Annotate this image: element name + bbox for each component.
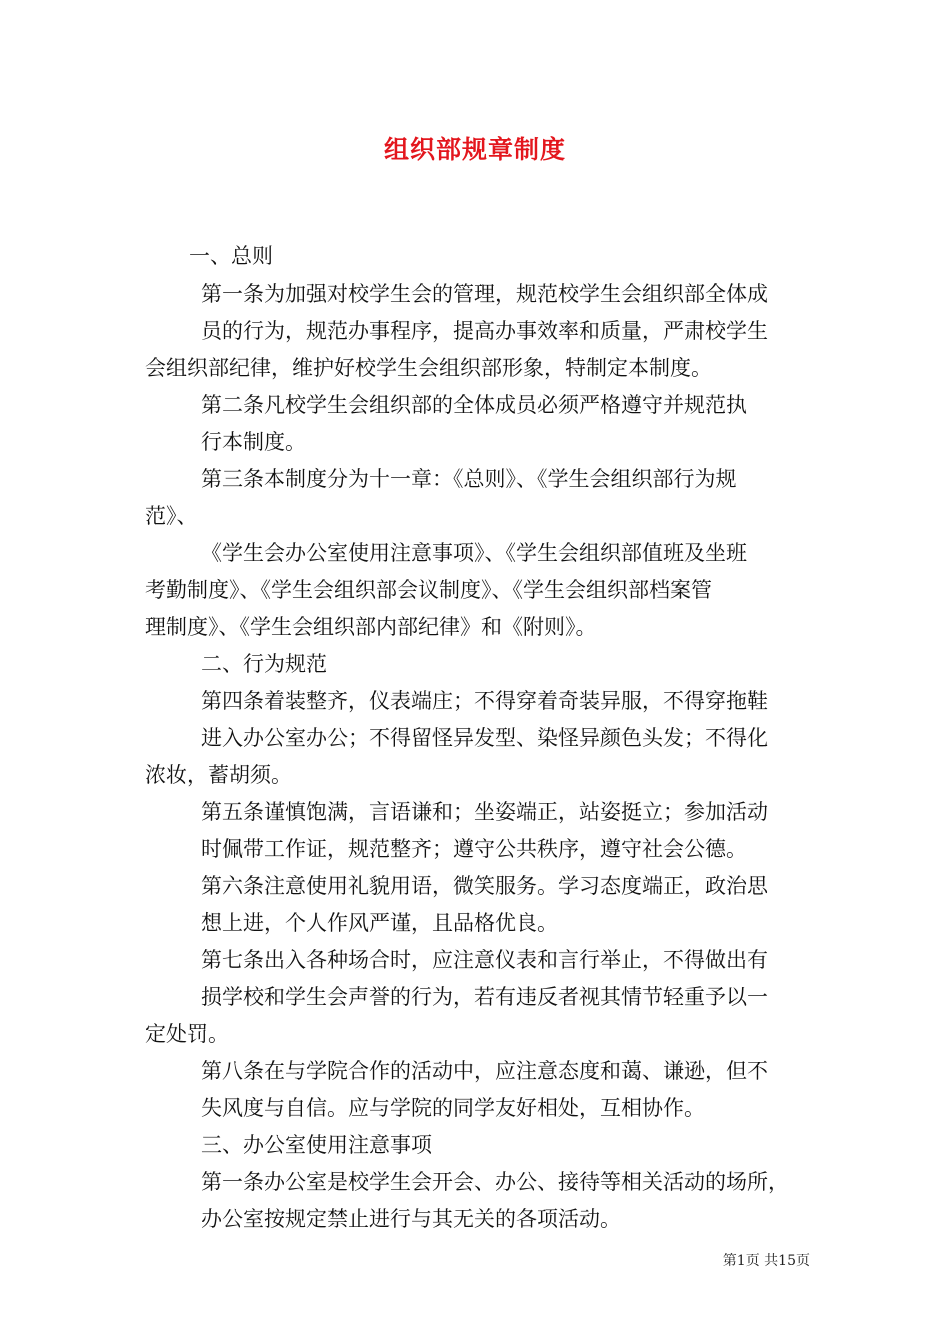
paragraph-line: 员的行为，规范办事程序，提高办事效率和质量，严肃校学生 — [201, 319, 768, 343]
paragraph-line: 《学生会办公室使用注意事项》、《学生会组织部值班及坐班 — [201, 541, 747, 565]
paragraph-line: 会组织部纪律，维护好校学生会组织部形象，特制定本制度。 — [145, 356, 712, 380]
paragraph-line: 理制度》、《学生会组织部内部纪律》和《附则》。 — [145, 615, 597, 639]
paragraph-line: 第四条着装整齐，仪表端庄；不得穿着奇装异服，不得穿拖鞋 — [201, 689, 768, 713]
paragraph-line: 考勤制度》、《学生会组织部会议制度》、《学生会组织部档案管 — [145, 578, 712, 602]
paragraph-line: 损学校和学生会声誉的行为，若有违反者视其情节轻重予以一 — [201, 985, 768, 1009]
paragraph-line: 时佩带工作证，规范整齐；遵守公共秩序，遵守社会公德。 — [201, 837, 747, 861]
paragraph-line: 第二条凡校学生会组织部的全体成员必须严格遵守并规范执 — [201, 393, 747, 417]
paragraph-line: 第三条本制度分为十一章：《总则》、《学生会组织部行为规 — [201, 467, 737, 491]
paragraph-line: 第一条为加强对校学生会的管理，规范校学生会组织部全体成 — [201, 282, 768, 306]
footer-page-number: 1 — [736, 1253, 746, 1269]
paragraph-line: 第七条出入各种场合时，应注意仪表和言行举止，不得做出有 — [201, 948, 768, 972]
paragraph-line: 失风度与自信。应与学院的同学友好相处，互相协作。 — [201, 1096, 705, 1120]
page-footer — [0, 1250, 810, 1270]
paragraph-line: 浓妆，蓄胡须。 — [145, 763, 292, 787]
paragraph-line: 行本制度。 — [201, 430, 306, 454]
paragraph-line: 第五条谨慎饱满，言语谦和；坐姿端正，站姿挺立；参加活动 — [201, 800, 768, 824]
section-heading: 二、行为规范 — [201, 652, 327, 676]
document-title: 组织部规章制度 — [383, 135, 566, 164]
paragraph-line: 办公室按规定禁止进行与其无关的各项活动。 — [201, 1207, 621, 1231]
paragraph-line: 进入办公室办公；不得留怪异发型、染怪异颜色头发；不得化 — [201, 726, 768, 750]
paragraph-line: 第六条注意使用礼貌用语，微笑服务。学习态度端正，政治思 — [201, 874, 768, 898]
footer-suffix: 页 — [796, 1253, 810, 1269]
paragraph-line: 第八条在与学院合作的活动中，应注意态度和蔼、谦逊，但不 — [201, 1059, 768, 1083]
paragraph-line: 定处罚。 — [145, 1022, 229, 1046]
paragraph-line: 范》、 — [145, 504, 198, 528]
section-heading: 三、办公室使用注意事项 — [201, 1133, 432, 1157]
footer-middle: 页 共 — [745, 1253, 779, 1269]
section-heading: 一、总则 — [189, 244, 273, 268]
paragraph-line: 第一条办公室是校学生会开会、办公、接待等相关活动的场所， — [201, 1170, 789, 1194]
footer-prefix: 第 — [722, 1253, 737, 1269]
footer-total-pages: 15 — [778, 1253, 796, 1269]
paragraph-line: 想上进，个人作风严谨，且品格优良。 — [201, 911, 558, 935]
